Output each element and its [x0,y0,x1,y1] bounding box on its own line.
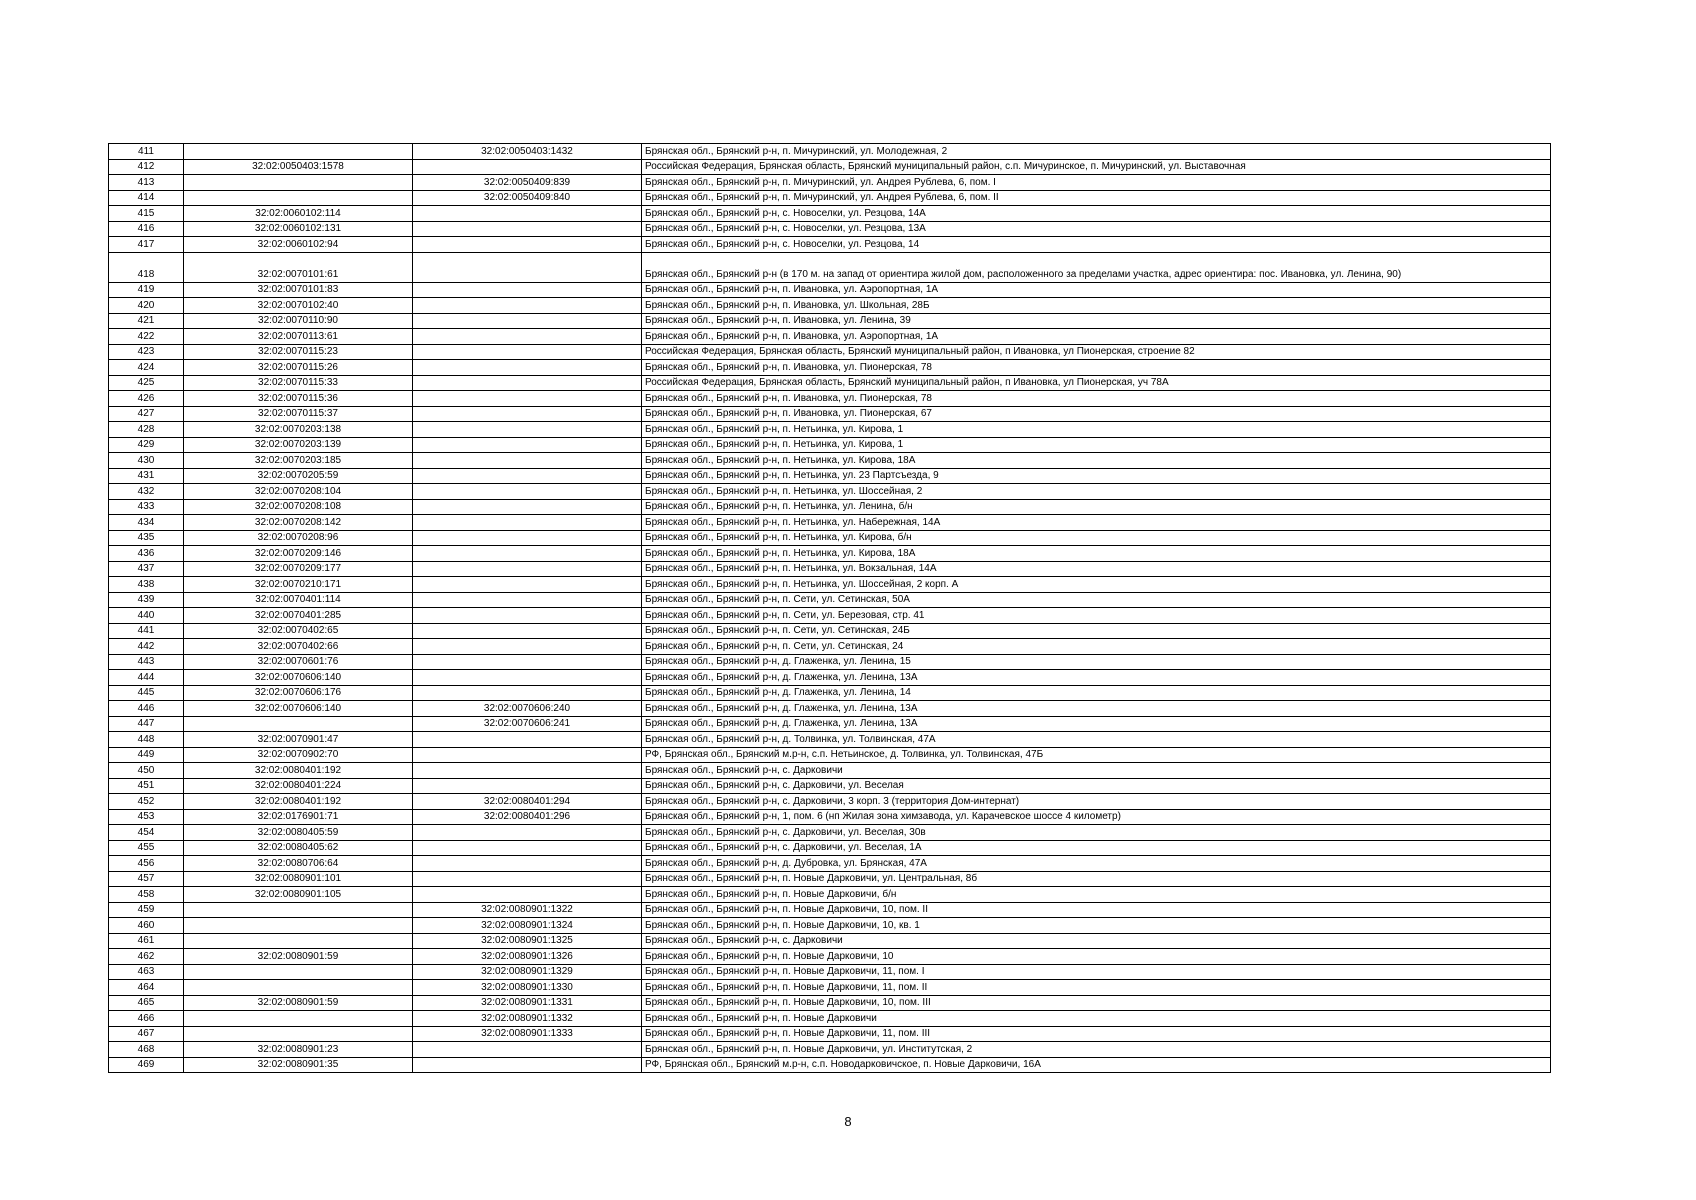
cadastral-number-cell: 32:02:0070402:65 [184,623,413,639]
row-number-cell: 420 [109,298,184,314]
row-number-cell: 433 [109,499,184,515]
premises-cadastral-number-cell [413,1042,642,1058]
address-cell: Брянская обл., Брянский р-н, п. Мичуринский, ул. Андрея Рублева, 6, пом. II [642,190,1551,206]
cadastral-number-cell: 32:02:0070601:76 [184,654,413,670]
row-number-cell: 460 [109,918,184,934]
address-cell: Брянская обл., Брянский р-н, п. Новые Дарковичи, 10 [642,949,1551,965]
address-cell: Брянская обл., Брянский р-н, п. Новые Дарковичи, 11, пом. III [642,1026,1551,1042]
row-number-cell: 467 [109,1026,184,1042]
address-cell: Брянская обл., Брянский р-н, п. Новые Дарковичи [642,1011,1551,1027]
address-cell: Брянская обл., Брянский р-н, п. Нетьинка, ул. Кирова, 18А [642,546,1551,562]
cadastral-number-cell: 32:02:0080901:101 [184,871,413,887]
row-number-cell: 430 [109,453,184,469]
row-number-cell: 422 [109,329,184,345]
address-cell: Брянская обл., Брянский р-н, п. Нетьинка, ул. Шоссейная, 2 корп. А [642,577,1551,593]
premises-cadastral-number-cell [413,515,642,531]
row-number-cell: 465 [109,995,184,1011]
row-number-cell: 462 [109,949,184,965]
row-number-cell: 444 [109,670,184,686]
row-number-cell: 445 [109,685,184,701]
table-row [109,1011,1551,1027]
address-cell: Брянская обл., Брянский р-н, п. Новые Дарковичи, 10, пом. II [642,902,1551,918]
row-number-cell: 432 [109,484,184,500]
row-number-cell: 463 [109,964,184,980]
premises-cadastral-number-cell [413,887,642,903]
row-number-cell: 442 [109,639,184,655]
table-row [109,701,1551,717]
row-number-cell: 423 [109,344,184,360]
table-row [109,437,1551,453]
cadastral-number-cell: 32:02:0070205:59 [184,468,413,484]
premises-cadastral-number-cell [413,391,642,407]
table-row [109,221,1551,237]
cadastral-number-cell [184,964,413,980]
cadastral-number-cell [184,918,413,934]
address-cell: Брянская обл., Брянский р-н, п. Ивановка, ул. Пионерская, 67 [642,406,1551,422]
table-row [109,933,1551,949]
page-number: 8 [844,1114,852,1129]
address-cell: Брянская обл., Брянский р-н, с. Дарковичи, 3 корп. 3 (территория Дом-интернат) [642,794,1551,810]
row-number-cell: 450 [109,763,184,779]
table-row [109,298,1551,314]
cadastral-number-cell: 32:02:0080901:105 [184,887,413,903]
row-number-cell: 461 [109,933,184,949]
table-row [109,530,1551,546]
table-row [109,329,1551,345]
table-row [109,887,1551,903]
address-cell: Брянская обл., Брянский р-н, п. Сети, ул. Сетинская, 24 [642,639,1551,655]
cadastral-number-cell: 32:02:0070210:171 [184,577,413,593]
cadastral-number-cell [184,190,413,206]
property-table-body [109,144,1551,1073]
premises-cadastral-number-cell: 32:02:0080401:294 [413,794,642,810]
cadastral-number-cell: 32:02:0070606:140 [184,701,413,717]
premises-cadastral-number-cell [413,344,642,360]
premises-cadastral-number-cell [413,499,642,515]
premises-cadastral-number-cell [413,484,642,500]
table-row [109,391,1551,407]
address-cell: Брянская обл., Брянский р-н, п. Ивановка, ул. Аэропортная, 1А [642,329,1551,345]
premises-cadastral-number-cell: 32:02:0080901:1326 [413,949,642,965]
row-number-cell: 439 [109,592,184,608]
cadastral-number-cell: 32:02:0050403:1578 [184,159,413,175]
premises-cadastral-number-cell [413,592,642,608]
row-number-cell: 431 [109,468,184,484]
row-number-cell: 417 [109,237,184,253]
table-row [109,499,1551,515]
address-cell: Брянская обл., Брянский р-н, п. Ивановка, ул. Школьная, 28Б [642,298,1551,314]
premises-cadastral-number-cell [413,282,642,298]
table-row [109,206,1551,222]
address-cell: Брянская обл., Брянский р-н, п. Мичуринский, ул. Андрея Рублева, 6, пом. I [642,175,1551,191]
cadastral-number-cell [184,902,413,918]
premises-cadastral-number-cell [413,778,642,794]
table-row [109,639,1551,655]
cadastral-number-cell: 32:02:0070402:66 [184,639,413,655]
premises-cadastral-number-cell [413,221,642,237]
row-number-cell: 458 [109,887,184,903]
row-number-cell: 454 [109,825,184,841]
row-number-cell: 416 [109,221,184,237]
row-number-cell: 428 [109,422,184,438]
address-cell: Брянская обл., Брянский р-н, п. Нетьинка, ул. Кирова, 1 [642,437,1551,453]
table-row [109,654,1551,670]
premises-cadastral-number-cell: 32:02:0080901:1330 [413,980,642,996]
row-number-cell: 468 [109,1042,184,1058]
row-number-cell: 451 [109,778,184,794]
row-number-cell: 425 [109,375,184,391]
address-cell: Брянская обл., Брянский р-н, 1, пом. 6 (нп Жилая зона химзавода, ул. Карачевское шоссе 4 километр) [642,809,1551,825]
cadastral-number-cell [184,1011,413,1027]
address-cell: Брянская обл., Брянский р-н, п. Нетьинка, ул. Кирова, 1 [642,422,1551,438]
cadastral-number-cell [184,980,413,996]
address-cell: Брянская обл., Брянский р-н, п. Ивановка, ул. Аэропортная, 1А [642,282,1551,298]
premises-cadastral-number-cell: 32:02:0080901:1325 [413,933,642,949]
address-cell: Брянская обл., Брянский р-н, п. Нетьинка, ул. Набережная, 14А [642,515,1551,531]
row-number-cell: 421 [109,313,184,329]
address-cell: Брянская обл., Брянский р-н, д. Глаженка, ул. Ленина, 14 [642,685,1551,701]
table-row [109,406,1551,422]
address-cell: Брянская обл., Брянский р-н, п. Нетьинка, ул. Кирова, б/н [642,530,1551,546]
premises-cadastral-number-cell: 32:02:0080901:1331 [413,995,642,1011]
row-number-cell: 455 [109,840,184,856]
address-cell: Брянская обл., Брянский р-н, д. Толвинка, ул. Толвинская, 47А [642,732,1551,748]
address-cell: Брянская обл., Брянский р-н, д. Глаженка, ул. Ленина, 13А [642,670,1551,686]
cadastral-number-cell: 32:02:0080901:23 [184,1042,413,1058]
premises-cadastral-number-cell [413,252,642,282]
row-number-cell: 436 [109,546,184,562]
address-cell: Брянская обл., Брянский р-н, д. Дубровка, ул. Брянская, 47А [642,856,1551,872]
row-number-cell: 427 [109,406,184,422]
premises-cadastral-number-cell [413,747,642,763]
address-cell: Брянская обл., Брянский р-н, п. Новые Дарковичи, ул. Центральная, 8б [642,871,1551,887]
cadastral-number-cell: 32:02:0176901:71 [184,809,413,825]
premises-cadastral-number-cell [413,422,642,438]
table-row [109,175,1551,191]
row-number-cell: 418 [109,252,184,282]
cadastral-number-cell: 32:02:0060102:131 [184,221,413,237]
property-table [108,143,1551,1073]
premises-cadastral-number-cell: 32:02:0080401:296 [413,809,642,825]
address-cell: Российская Федерация, Брянская область, Брянский муниципальный район, с.п. Мичуринское, п. Мичуринский, ул. Выставочная [642,159,1551,175]
table-row [109,794,1551,810]
cadastral-number-cell: 32:02:0070902:70 [184,747,413,763]
premises-cadastral-number-cell [413,530,642,546]
table-row [109,344,1551,360]
cadastral-number-cell: 32:02:0080901:59 [184,949,413,965]
premises-cadastral-number-cell [413,639,642,655]
cadastral-number-cell: 32:02:0070203:185 [184,453,413,469]
row-number-cell: 459 [109,902,184,918]
table-row [109,237,1551,253]
table-row [109,1026,1551,1042]
premises-cadastral-number-cell: 32:02:0080901:1329 [413,964,642,980]
row-number-cell: 438 [109,577,184,593]
premises-cadastral-number-cell [413,654,642,670]
table-row [109,484,1551,500]
address-cell: Российская Федерация, Брянская область, Брянский муниципальный район, п Ивановка, ул Пионерская, строение 82 [642,344,1551,360]
cadastral-number-cell: 32:02:0070209:146 [184,546,413,562]
cadastral-number-cell: 32:02:0070401:285 [184,608,413,624]
premises-cadastral-number-cell [413,1057,642,1073]
row-number-cell: 426 [109,391,184,407]
address-cell: Брянская обл., Брянский р-н, п. Нетьинка, ул. 23 Партсъезда, 9 [642,468,1551,484]
premises-cadastral-number-cell [413,561,642,577]
address-cell: Брянская обл., Брянский р-н, п. Сети, ул. Сетинская, 50А [642,592,1551,608]
cadastral-number-cell: 32:02:0080405:59 [184,825,413,841]
cadastral-number-cell: 32:02:0080401:192 [184,794,413,810]
address-cell: Брянская обл., Брянский р-н, с. Дарковичи [642,763,1551,779]
table-row [109,1057,1551,1073]
premises-cadastral-number-cell [413,206,642,222]
cadastral-number-cell: 32:02:0070208:104 [184,484,413,500]
premises-cadastral-number-cell [413,329,642,345]
address-cell: Брянская обл., Брянский р-н, с. Дарковичи [642,933,1551,949]
table-row [109,825,1551,841]
cadastral-number-cell: 32:02:0080405:62 [184,840,413,856]
address-cell: Брянская обл., Брянский р-н, д. Глаженка, ул. Ленина, 13А [642,716,1551,732]
row-number-cell: 434 [109,515,184,531]
table-row [109,468,1551,484]
premises-cadastral-number-cell: 32:02:0050403:1432 [413,144,642,160]
address-cell: Брянская обл., Брянский р-н, п. Нетьинка, ул. Кирова, 18А [642,453,1551,469]
row-number-cell: 452 [109,794,184,810]
premises-cadastral-number-cell [413,313,642,329]
premises-cadastral-number-cell [413,856,642,872]
table-row [109,561,1551,577]
table-row [109,716,1551,732]
table-row [109,902,1551,918]
cadastral-number-cell: 32:02:0080706:64 [184,856,413,872]
premises-cadastral-number-cell: 32:02:0080901:1324 [413,918,642,934]
row-number-cell: 411 [109,144,184,160]
table-row [109,190,1551,206]
premises-cadastral-number-cell: 32:02:0050409:839 [413,175,642,191]
cadastral-number-cell: 32:02:0070102:40 [184,298,413,314]
cadastral-number-cell: 32:02:0070115:33 [184,375,413,391]
address-cell: РФ, Брянская обл., Брянский м.р-н, с.п. Нетьинское, д. Толвинка, ул. Толвинская, 47Б [642,747,1551,763]
address-cell: Брянская обл., Брянский р-н, п. Новые Дарковичи, ул. Институтская, 2 [642,1042,1551,1058]
row-number-cell: 429 [109,437,184,453]
address-cell: Брянская обл., Брянский р-н, с. Дарковичи, ул. Веселая, 30в [642,825,1551,841]
cadastral-number-cell: 32:02:0070208:96 [184,530,413,546]
table-row [109,918,1551,934]
premises-cadastral-number-cell [413,608,642,624]
row-number-cell: 448 [109,732,184,748]
row-number-cell: 435 [109,530,184,546]
table-row [109,282,1551,298]
cadastral-number-cell: 32:02:0070203:138 [184,422,413,438]
table-row [109,778,1551,794]
table-row [109,577,1551,593]
cadastral-number-cell [184,175,413,191]
table-row [109,763,1551,779]
address-cell: Брянская обл., Брянский р-н, п. Нетьинка, ул. Шоссейная, 2 [642,484,1551,500]
table-row [109,546,1551,562]
premises-cadastral-number-cell [413,871,642,887]
row-number-cell: 443 [109,654,184,670]
premises-cadastral-number-cell [413,732,642,748]
table-row [109,949,1551,965]
cadastral-number-cell: 32:02:0070113:61 [184,329,413,345]
premises-cadastral-number-cell [413,840,642,856]
address-cell: Брянская обл., Брянский р-н, п. Новые Дарковичи, б/н [642,887,1551,903]
table-row [109,980,1551,996]
address-cell: Брянская обл., Брянский р-н, п. Мичуринский, ул. Молодежная, 2 [642,144,1551,160]
row-number-cell: 466 [109,1011,184,1027]
premises-cadastral-number-cell [413,237,642,253]
cadastral-number-cell: 32:02:0070115:37 [184,406,413,422]
table-row [109,515,1551,531]
table-row [109,159,1551,175]
premises-cadastral-number-cell [413,298,642,314]
row-number-cell: 456 [109,856,184,872]
address-cell: Брянская обл., Брянский р-н, п. Новые Дарковичи, 11, пом. II [642,980,1551,996]
premises-cadastral-number-cell: 32:02:0080901:1333 [413,1026,642,1042]
premises-cadastral-number-cell: 32:02:0080901:1322 [413,902,642,918]
row-number-cell: 413 [109,175,184,191]
address-cell: Брянская обл., Брянский р-н, п. Новые Дарковичи, 10, пом. III [642,995,1551,1011]
cadastral-number-cell: 32:02:0070115:36 [184,391,413,407]
cadastral-number-cell: 32:02:0070209:177 [184,561,413,577]
table-row [109,360,1551,376]
premises-cadastral-number-cell: 32:02:0070606:240 [413,701,642,717]
table-row [109,747,1551,763]
address-cell: Брянская обл., Брянский р-н, д. Глаженка, ул. Ленина, 13А [642,701,1551,717]
table-row [109,313,1551,329]
cadastral-number-cell: 32:02:0080401:192 [184,763,413,779]
cadastral-number-cell: 32:02:0070901:47 [184,732,413,748]
address-cell: Брянская обл., Брянский р-н (в 170 м. на запад от ориентира жилой дом, расположенного за пределами участка, адрес ориентира: пос. Ивановка, ул. Ленина, 90) [642,252,1551,282]
premises-cadastral-number-cell [413,468,642,484]
cadastral-number-cell: 32:02:0070101:83 [184,282,413,298]
address-cell: Брянская обл., Брянский р-н, с. Новоселки, ул. Резцова, 14А [642,206,1551,222]
table-row [109,670,1551,686]
row-number-cell: 412 [109,159,184,175]
premises-cadastral-number-cell [413,406,642,422]
row-number-cell: 441 [109,623,184,639]
premises-cadastral-number-cell [413,685,642,701]
row-number-cell: 447 [109,716,184,732]
row-number-cell: 469 [109,1057,184,1073]
row-number-cell: 453 [109,809,184,825]
cadastral-number-cell: 32:02:0070606:140 [184,670,413,686]
cadastral-number-cell: 32:02:0070208:142 [184,515,413,531]
table-row [109,422,1551,438]
address-cell: Брянская обл., Брянский р-н, п. Нетьинка, ул. Вокзальная, 14А [642,561,1551,577]
cadastral-number-cell: 32:02:0070401:114 [184,592,413,608]
row-number-cell: 457 [109,871,184,887]
cadastral-number-cell: 32:02:0080901:35 [184,1057,413,1073]
cadastral-number-cell: 32:02:0080901:59 [184,995,413,1011]
cadastral-number-cell: 32:02:0070606:176 [184,685,413,701]
table-row [109,608,1551,624]
cadastral-number-cell [184,144,413,160]
premises-cadastral-number-cell: 32:02:0050409:840 [413,190,642,206]
address-cell: Брянская обл., Брянский р-н, п. Сети, ул. Березовая, стр. 41 [642,608,1551,624]
address-cell: Брянская обл., Брянский р-н, с. Дарковичи, ул. Веселая [642,778,1551,794]
table-row [109,685,1551,701]
table-row [109,252,1551,282]
cadastral-number-cell: 32:02:0060102:114 [184,206,413,222]
row-number-cell: 449 [109,747,184,763]
row-number-cell: 424 [109,360,184,376]
address-cell: Брянская обл., Брянский р-н, п. Новые Дарковичи, 11, пом. I [642,964,1551,980]
row-number-cell: 415 [109,206,184,222]
cadastral-number-cell: 32:02:0070101:61 [184,252,413,282]
address-cell: Брянская обл., Брянский р-н, с. Новоселки, ул. Резцова, 14 [642,237,1551,253]
address-cell: Брянская обл., Брянский р-н, п. Ивановка, ул. Ленина, 39 [642,313,1551,329]
premises-cadastral-number-cell [413,437,642,453]
address-cell: РФ, Брянская обл., Брянский м.р-н, с.п. Новодарковичское, п. Новые Дарковичи, 16А [642,1057,1551,1073]
premises-cadastral-number-cell [413,763,642,779]
premises-cadastral-number-cell [413,159,642,175]
premises-cadastral-number-cell [413,375,642,391]
cadastral-number-cell: 32:02:0070110:90 [184,313,413,329]
premises-cadastral-number-cell: 32:02:0070606:241 [413,716,642,732]
premises-cadastral-number-cell: 32:02:0080901:1332 [413,1011,642,1027]
premises-cadastral-number-cell [413,453,642,469]
table-row [109,623,1551,639]
table-row [109,840,1551,856]
row-number-cell: 419 [109,282,184,298]
premises-cadastral-number-cell [413,546,642,562]
cadastral-number-cell: 32:02:0080401:224 [184,778,413,794]
address-cell: Брянская обл., Брянский р-н, д. Глаженка, ул. Ленина, 15 [642,654,1551,670]
table-row [109,995,1551,1011]
premises-cadastral-number-cell [413,360,642,376]
table-row [109,375,1551,391]
cadastral-number-cell [184,1026,413,1042]
table-row [109,1042,1551,1058]
row-number-cell: 414 [109,190,184,206]
table-row [109,871,1551,887]
cadastral-number-cell: 32:02:0070115:23 [184,344,413,360]
address-cell: Брянская обл., Брянский р-н, п. Нетьинка, ул. Ленина, б/н [642,499,1551,515]
address-cell: Российская Федерация, Брянская область, Брянский муниципальный район, п Ивановка, ул Пионерская, уч 78А [642,375,1551,391]
table-row [109,809,1551,825]
table-row [109,453,1551,469]
table-row [109,732,1551,748]
premises-cadastral-number-cell [413,670,642,686]
address-cell: Брянская обл., Брянский р-н, п. Новые Дарковичи, 10, кв. 1 [642,918,1551,934]
cadastral-number-cell: 32:02:0060102:94 [184,237,413,253]
address-cell: Брянская обл., Брянский р-н, с. Новоселки, ул. Резцова, 13А [642,221,1551,237]
row-number-cell: 446 [109,701,184,717]
address-cell: Брянская обл., Брянский р-н, п. Сети, ул. Сетинская, 24Б [642,623,1551,639]
row-number-cell: 440 [109,608,184,624]
row-number-cell: 464 [109,980,184,996]
cadastral-number-cell [184,716,413,732]
premises-cadastral-number-cell [413,825,642,841]
address-cell: Брянская обл., Брянский р-н, п. Ивановка, ул. Пионерская, 78 [642,360,1551,376]
table-row [109,856,1551,872]
premises-cadastral-number-cell [413,577,642,593]
table-row [109,144,1551,160]
cadastral-number-cell [184,933,413,949]
premises-cadastral-number-cell [413,623,642,639]
table-row [109,964,1551,980]
address-cell: Брянская обл., Брянский р-н, п. Ивановка, ул. Пионерская, 78 [642,391,1551,407]
address-cell: Брянская обл., Брянский р-н, с. Дарковичи, ул. Веселая, 1А [642,840,1551,856]
cadastral-number-cell: 32:02:0070203:139 [184,437,413,453]
cadastral-number-cell: 32:02:0070115:26 [184,360,413,376]
cadastral-number-cell: 32:02:0070208:108 [184,499,413,515]
row-number-cell: 437 [109,561,184,577]
table-row [109,592,1551,608]
